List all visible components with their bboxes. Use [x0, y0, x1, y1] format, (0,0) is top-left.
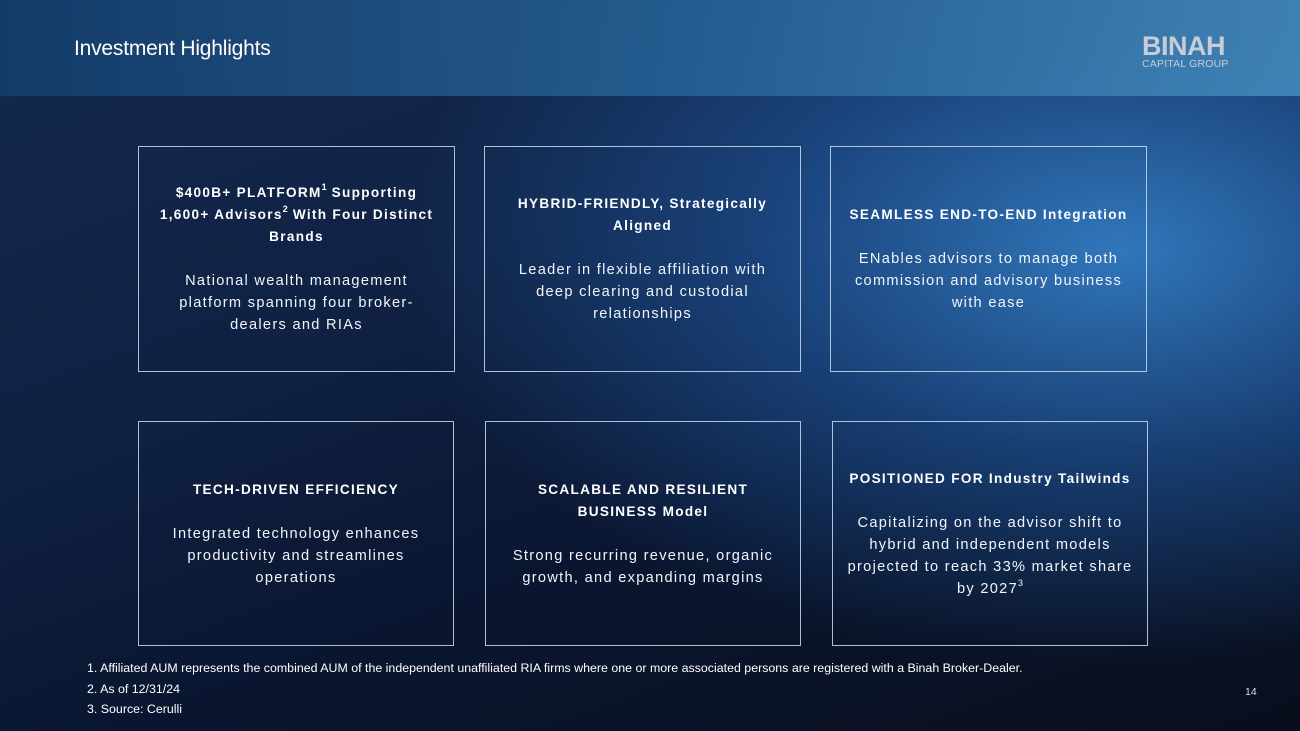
- logo-wordmark: BINAH: [1142, 31, 1225, 61]
- highlight-card-hybrid: [484, 146, 801, 372]
- card-title: SEAMLESS END-TO-END Integration: [849, 207, 1128, 222]
- footnote-marker: 2: [282, 204, 288, 215]
- footnote-2: 2. As of 12/31/24: [87, 681, 181, 696]
- footnote-marker: 3: [1018, 577, 1024, 588]
- highlight-card-scalable: [485, 421, 801, 646]
- page-number: 14: [1245, 686, 1257, 698]
- binah-logo: [1140, 33, 1250, 73]
- highlight-card-tech: [138, 421, 454, 646]
- card-body: National wealth management platform spanning four broker-dealers and RIAs: [179, 273, 414, 333]
- card-title: SCALABLE AND RESILIENT BUSINESS Model: [537, 481, 749, 519]
- highlight-card-tailwinds: [832, 421, 1148, 646]
- card-body: ENables advisors to manage both commission and advisory business with ease: [854, 251, 1123, 311]
- footnote-marker: 1: [321, 182, 327, 193]
- footnote-1: 1. Affiliated AUM represents the combined AUM of the independent unaffiliated RIA firms where one or more associated persons are registered with a Binah Broker-Dealer.: [87, 661, 1023, 675]
- card-title: [147, 182, 446, 248]
- card-body-text: Capitalizing on the advisor shift to hybrid and independent models projected to reach 33% market share by 2027: [847, 514, 1133, 597]
- footnotes: [87, 658, 1023, 720]
- card-body: Leader in flexible affiliation with deep clearing and custodial relationships: [518, 262, 767, 322]
- card-title-part: With Four Distinct Brands: [269, 207, 434, 244]
- highlight-card-platform: [138, 146, 455, 372]
- card-body: Strong recurring revenue, organic growth, and expanding margins: [512, 547, 774, 586]
- footnote-3: 3. Source: Cerulli: [87, 702, 183, 716]
- card-title: POSITIONED FOR Industry Tailwinds: [849, 470, 1131, 486]
- card-title: HYBRID-FRIENDLY, Strategically Aligned: [517, 196, 768, 233]
- card-body: [841, 512, 1139, 600]
- card-body: Integrated technology enhances productivity and streamlines operations: [172, 525, 420, 586]
- card-title-part: $400B+ PLATFORM: [175, 185, 322, 200]
- logo-tagline: CAPITAL GROUP: [1142, 58, 1229, 70]
- page-title: Investment Highlights: [74, 37, 271, 60]
- card-title-part: Supporting 1,600+ Advisors: [159, 185, 418, 222]
- card-title: TECH-DRIVEN EFFICIENCY: [192, 481, 400, 497]
- highlight-card-integration: [830, 146, 1147, 372]
